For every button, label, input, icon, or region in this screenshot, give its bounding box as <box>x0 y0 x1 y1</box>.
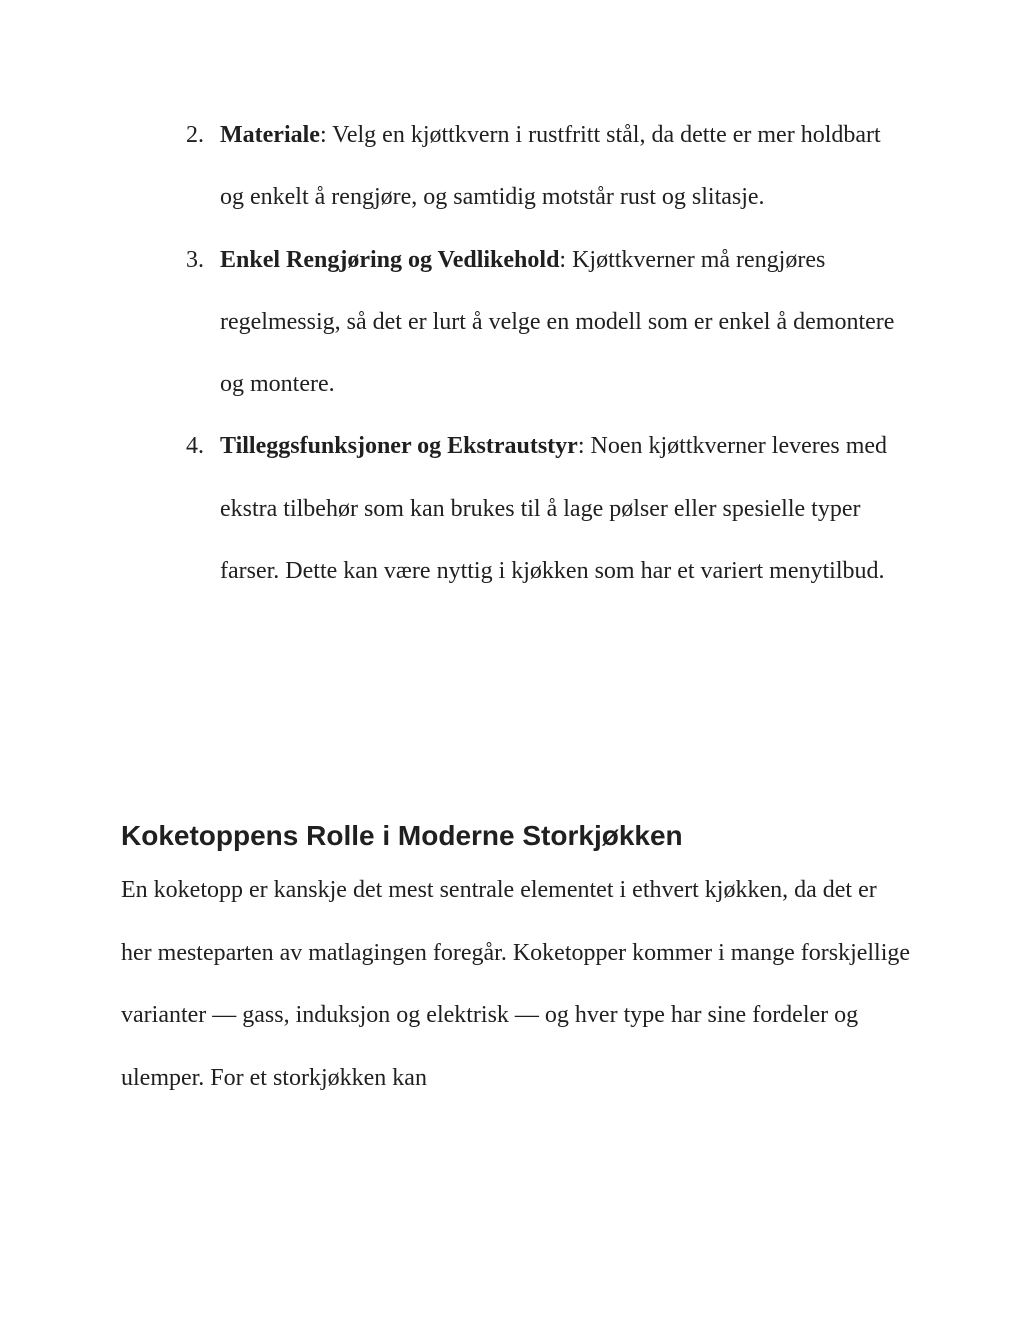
list-item-cleaning <box>0 229 1024 416</box>
list-item-term: Tilleggsfunksjoner og Ekstrautstyr <box>220 433 578 460</box>
list-item-description: : Noen kjøttkverner leveres med ekstra tilbehør som kan brukes til å lage pølser eller spesielle typer farser. Dette kan være nyttig i kjøkken som har et variert menytilbud. <box>220 433 888 585</box>
list-item-number: 2. <box>186 122 204 148</box>
list-item-body <box>220 229 910 416</box>
list-item-number: 3. <box>186 246 204 273</box>
list-item-term: Enkel Rengjøring og Vedlikehold <box>220 246 560 273</box>
list-item-body <box>220 415 910 602</box>
list-item-material <box>0 104 1024 229</box>
section-heading: Koketoppens Rolle i Moderne Storkjøkken <box>121 820 683 851</box>
list-item-term: Materiale <box>220 122 320 148</box>
list-item-body <box>220 104 910 229</box>
list-item-extras <box>0 415 1024 602</box>
section-paragraph: En koketopp er kanskje det mest sentrale elementet i ethvert kjøkken, da det er her mesteparten av matlagingen foregår. Koketopper kommer i mange forskjellige varianter — gass, induksjon og elektrisk — og hver type har sine fordeler og ulemper. For et storkjøkken kan <box>121 877 911 1091</box>
list-item-description: : Kjøttkverner må rengjøres regelmessig, så det er lurt å velge en modell som er enkel å demontere og montere. <box>220 246 895 398</box>
list-item-number: 4. <box>186 433 204 460</box>
feature-list <box>0 104 1024 602</box>
list-item-description: : Velg en kjøttkvern i rustfritt stål, da dette er mer holdbart og enkelt å rengjøre, og samtidig motstår rust og slitasje. <box>220 122 881 211</box>
